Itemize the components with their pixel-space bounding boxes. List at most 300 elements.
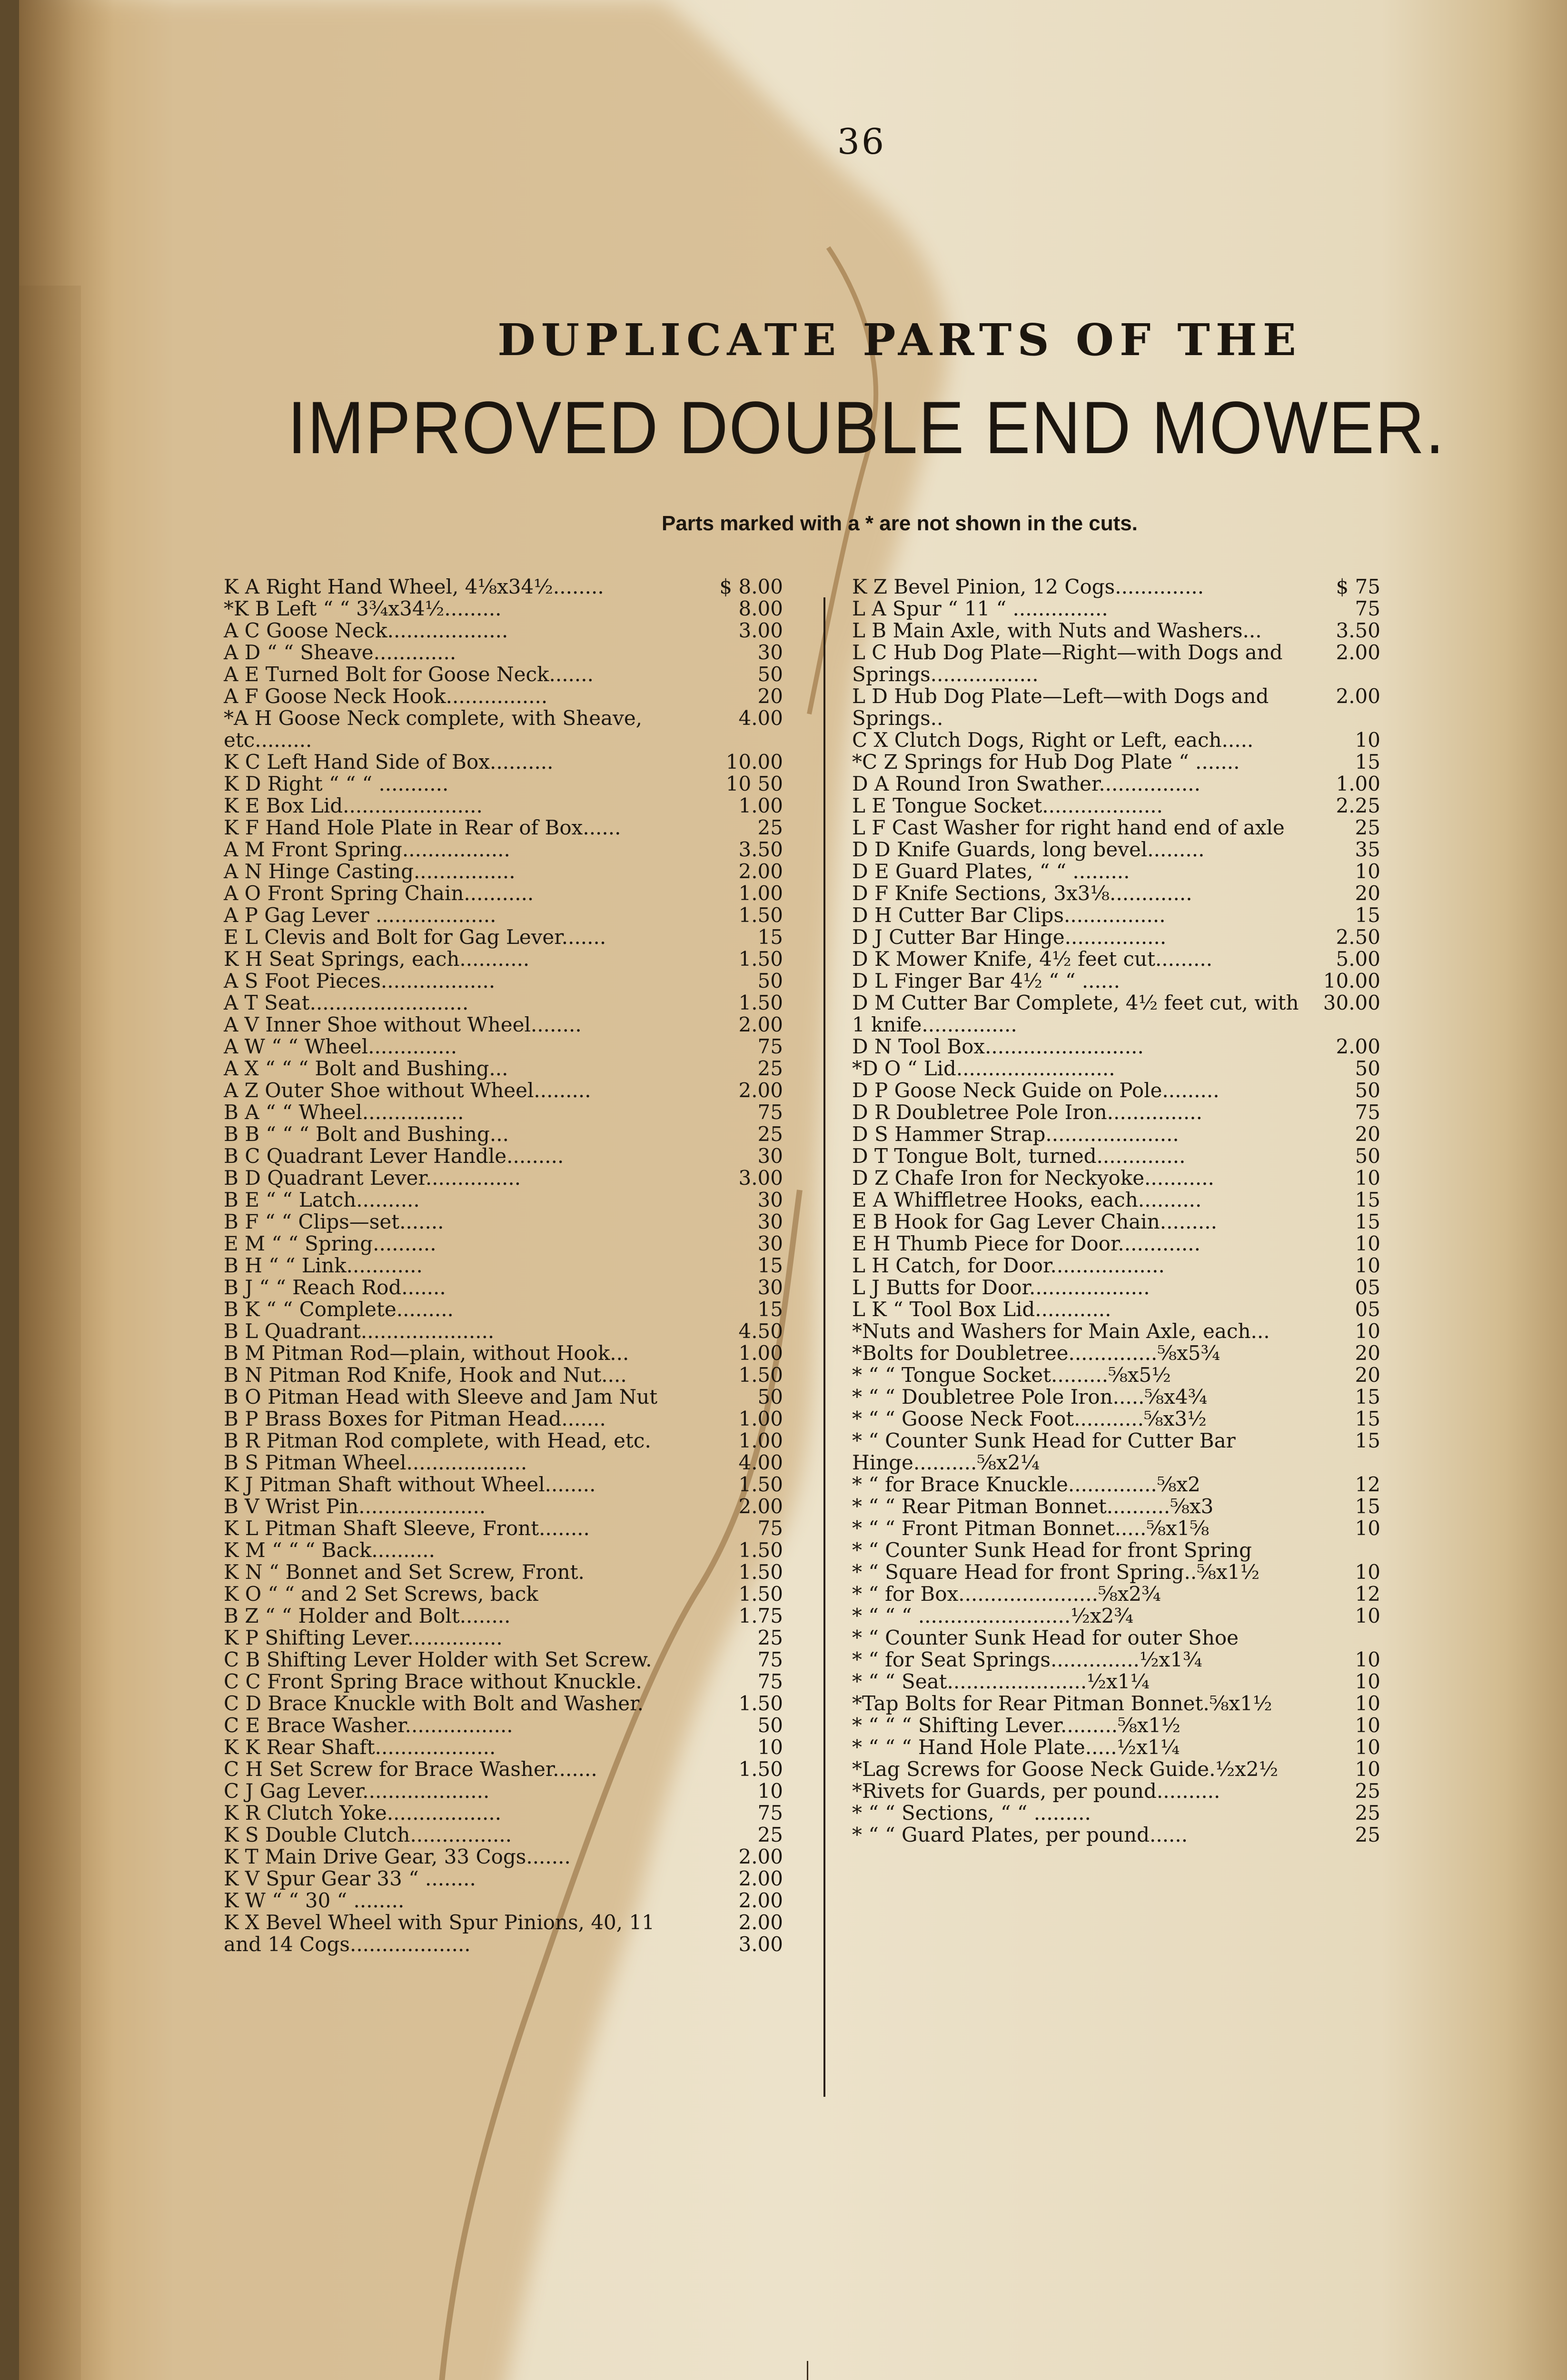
part-row	[224, 1868, 783, 1890]
part-description: B N Pitman Rod Knife, Hook and Nut....	[224, 1363, 627, 1387]
part-row	[224, 1408, 783, 1430]
part-row	[224, 1561, 783, 1583]
part-row	[852, 1649, 1380, 1671]
part-row	[852, 1299, 1380, 1320]
part-price: 10	[1355, 1670, 1380, 1693]
part-row	[852, 1736, 1380, 1758]
column-divider	[823, 597, 825, 2097]
part-description: K F Hand Hole Plate in Rear of Box......	[224, 816, 621, 839]
part-price: 1.50	[738, 1692, 783, 1715]
part-description: C X Clutch Dogs, Right or Left, each.....	[852, 728, 1254, 752]
part-description: D A Round Iron Swather................	[852, 772, 1200, 795]
part-price: 50	[757, 969, 783, 992]
part-description: * “ “ Seat......................½x1¼	[852, 1670, 1150, 1693]
part-price: 1.50	[738, 1538, 783, 1562]
part-description: L B Main Axle, with Nuts and Washers...	[852, 619, 1262, 642]
part-price: 3.00	[738, 619, 783, 642]
part-price: 10	[757, 1735, 783, 1759]
part-price: 2.00	[738, 1867, 783, 1890]
part-description: K O “ “ and 2 Set Screws, back	[224, 1582, 538, 1606]
part-price: 10	[1355, 1692, 1380, 1715]
part-price: 1.00	[738, 882, 783, 905]
part-price: 15	[1355, 1407, 1380, 1430]
part-price: 30	[757, 1232, 783, 1255]
part-description: B O Pitman Head with Sleeve and Jam Nut	[224, 1385, 658, 1408]
part-row	[852, 576, 1380, 598]
part-row	[224, 1080, 783, 1101]
part-row	[224, 707, 783, 751]
part-row	[852, 817, 1380, 839]
part-row	[852, 1233, 1380, 1255]
part-price: 10	[1355, 1648, 1380, 1671]
part-price: 05	[1355, 1276, 1380, 1299]
part-row	[224, 817, 783, 839]
part-row	[224, 1386, 783, 1408]
part-row	[224, 1517, 783, 1539]
part-row	[852, 1386, 1380, 1408]
part-description: B K “ “ Complete.........	[224, 1298, 454, 1321]
part-row	[852, 948, 1380, 970]
part-description: K T Main Drive Gear, 33 Cogs.......	[224, 1845, 571, 1868]
part-price: 2.50	[1336, 925, 1380, 949]
part-description: C E Brace Washer.................	[224, 1714, 513, 1737]
heading-line-2: IMPROVED DOUBLE END MOWER.	[287, 387, 1446, 469]
part-price: $ 75	[1336, 575, 1380, 598]
part-row	[224, 1101, 783, 1123]
part-row	[852, 970, 1380, 992]
part-row	[852, 1058, 1380, 1080]
part-row	[224, 795, 783, 817]
part-price: 35	[1355, 838, 1380, 861]
part-description: * “ Counter Sunk Head for Cutter Bar Hinge..........⅝x2¼	[852, 1429, 1236, 1474]
part-row	[852, 1802, 1380, 1824]
part-description: A T Seat.........................	[224, 991, 469, 1014]
part-price: 10	[1355, 1166, 1380, 1190]
part-row	[852, 1671, 1380, 1693]
part-row	[852, 1277, 1380, 1299]
part-price: 2.00	[1336, 684, 1380, 708]
part-price: 10	[1355, 1735, 1380, 1759]
part-description: * “ “ Tongue Socket.........⅝x5½	[852, 1363, 1171, 1387]
part-row	[224, 1583, 783, 1605]
part-description: B P Brass Boxes for Pitman Head.......	[224, 1407, 606, 1430]
part-description: * “ “ “ ........................½x2¾	[852, 1604, 1134, 1627]
part-description: L H Catch, for Door..................	[852, 1254, 1165, 1277]
part-price: 10	[1355, 728, 1380, 752]
part-price: 15	[757, 925, 783, 949]
part-price: 20	[1355, 882, 1380, 905]
part-price: $ 8.00	[719, 575, 783, 598]
part-row	[224, 1058, 783, 1080]
part-price: 10.00	[1323, 969, 1380, 992]
part-row	[224, 1934, 783, 1955]
part-description: K V Spur Gear 33 “ ........	[224, 1867, 476, 1890]
part-row	[852, 861, 1380, 883]
part-row	[224, 1452, 783, 1474]
part-row	[224, 1758, 783, 1780]
part-price: 75	[757, 1648, 783, 1671]
part-price: 1.50	[738, 1757, 783, 1781]
part-price: 50	[1355, 1057, 1380, 1080]
part-row	[224, 1912, 783, 1934]
asterisk-note: Parts marked with a * are not shown in the cuts.	[661, 512, 1138, 535]
part-description: * “ Counter Sunk Head for front Spring	[852, 1538, 1252, 1562]
part-description: K S Double Clutch................	[224, 1823, 512, 1846]
part-price: 10 50	[725, 772, 783, 795]
part-description: D L Finger Bar 4½ “ “ ......	[852, 969, 1120, 992]
part-price: 20	[1355, 1363, 1380, 1387]
part-row	[852, 926, 1380, 948]
part-row	[852, 1430, 1380, 1474]
part-price: 25	[1355, 1779, 1380, 1803]
part-row	[852, 1474, 1380, 1496]
part-description: B V Wrist Pin....................	[224, 1495, 486, 1518]
part-row	[224, 1299, 783, 1320]
part-description: * “ “ “ Shifting Lever.........⅝x1½	[852, 1714, 1180, 1737]
part-price: 25	[757, 1057, 783, 1080]
part-row	[852, 795, 1380, 817]
part-description: A W “ “ Wheel..............	[224, 1035, 457, 1058]
part-description: L F Cast Washer for right hand end of axle	[852, 816, 1285, 839]
part-row	[852, 1496, 1380, 1517]
part-description: A D “ “ Sheave.............	[224, 641, 456, 664]
part-price: 2.00	[738, 1495, 783, 1518]
part-price: 10	[1355, 1254, 1380, 1277]
part-row	[224, 1189, 783, 1211]
part-price: 50	[757, 1385, 783, 1408]
part-description: L D Hub Dog Plate—Left—with Dogs and Springs..	[852, 684, 1269, 730]
part-description: D K Mower Knife, 4½ feet cut.........	[852, 947, 1213, 971]
part-price: 10	[1355, 1232, 1380, 1255]
part-description: *Lag Screws for Goose Neck Guide.½x2½	[852, 1757, 1279, 1781]
part-row	[852, 1539, 1380, 1561]
part-price: 30	[757, 1276, 783, 1299]
part-price: 25	[757, 1626, 783, 1649]
part-row	[852, 1605, 1380, 1627]
part-row	[852, 1342, 1380, 1364]
part-description: C J Gag Lever....................	[224, 1779, 490, 1803]
part-description: *D O “ Lid.........................	[852, 1057, 1115, 1080]
part-description: L A Spur “ 11 “ ...............	[852, 597, 1108, 620]
part-description: *K B Left “ “ 3¾x34½.........	[224, 597, 502, 620]
part-price: 15	[1355, 1385, 1380, 1408]
part-description: K C Left Hand Side of Box..........	[224, 750, 554, 774]
part-row	[224, 1802, 783, 1824]
part-description: C B Shifting Lever Holder with Set Screw.	[224, 1648, 652, 1671]
part-description: E A Whiffletree Hooks, each..........	[852, 1188, 1202, 1211]
part-description: B L Quadrant.....................	[224, 1319, 495, 1343]
part-row	[224, 1255, 783, 1277]
part-description: * “ “ Goose Neck Foot...........⅝x3½	[852, 1407, 1207, 1430]
part-description: K L Pitman Shaft Sleeve, Front........	[224, 1517, 590, 1540]
part-row	[852, 598, 1380, 620]
part-description: B C Quadrant Lever Handle.........	[224, 1144, 564, 1168]
part-row	[852, 1517, 1380, 1539]
part-price: 10	[1355, 1319, 1380, 1343]
part-description: K W “ “ 30 “ ........	[224, 1889, 405, 1912]
part-price: 75	[757, 1670, 783, 1693]
part-description: E L Clevis and Bolt for Gag Lever.......	[224, 925, 606, 949]
part-description: A N Hinge Casting................	[224, 860, 516, 883]
part-row	[852, 1145, 1380, 1167]
part-price: 10	[1355, 1714, 1380, 1737]
part-price: 10	[1355, 860, 1380, 883]
part-description: A C Goose Neck...................	[224, 619, 508, 642]
parts-list-right	[852, 576, 1380, 1846]
part-price: 10	[1355, 1517, 1380, 1540]
part-price: 75	[757, 1035, 783, 1058]
part-description: * “ Counter Sunk Head for outer Shoe	[852, 1626, 1239, 1649]
part-description: K Z Bevel Pinion, 12 Cogs..............	[852, 575, 1204, 598]
part-description: B Z “ “ Holder and Bolt........	[224, 1604, 511, 1627]
part-price: 25	[1355, 1823, 1380, 1846]
part-row	[852, 1036, 1380, 1058]
part-row	[224, 1627, 783, 1649]
part-price: 25	[1355, 816, 1380, 839]
part-row	[224, 1123, 783, 1145]
part-row	[224, 642, 783, 664]
part-price: 2.00	[738, 860, 783, 883]
part-description: A E Turned Bolt for Goose Neck.......	[224, 663, 594, 686]
part-price: 25	[757, 1823, 783, 1846]
part-description: D D Knife Guards, long bevel.........	[852, 838, 1205, 861]
page-number: 36	[837, 121, 886, 162]
part-price: 25	[1355, 1801, 1380, 1825]
part-description: L C Hub Dog Plate—Right—with Dogs and Springs.................	[852, 641, 1283, 686]
part-price: 15	[757, 1254, 783, 1277]
part-price: 1.50	[738, 1473, 783, 1496]
parts-list-left	[224, 576, 783, 1955]
part-description: B S Pitman Wheel...................	[224, 1451, 527, 1474]
part-description: D F Knife Sections, 3x3⅛.............	[852, 882, 1192, 905]
part-price: 15	[1355, 903, 1380, 927]
part-description: L K “ Tool Box Lid............	[852, 1298, 1111, 1321]
part-price: 30.00	[1323, 991, 1380, 1014]
part-description: A M Front Spring.................	[224, 838, 510, 861]
part-description: D Z Chafe Iron for Neckyoke...........	[852, 1166, 1214, 1190]
part-row	[224, 598, 783, 620]
part-row	[224, 1211, 783, 1233]
part-price: 2.00	[738, 1845, 783, 1868]
part-description: D J Cutter Bar Hinge................	[852, 925, 1167, 949]
part-description: * “ for Box......................⅝x2¾	[852, 1582, 1161, 1606]
part-price: 50	[757, 1714, 783, 1737]
part-price: 20	[757, 684, 783, 708]
part-row	[852, 685, 1380, 729]
part-row	[224, 1430, 783, 1452]
part-price: 3.50	[1336, 619, 1380, 642]
part-row	[852, 1189, 1380, 1211]
gutter-mark	[807, 2361, 808, 2380]
part-price: 10.00	[725, 750, 783, 774]
part-description: A P Gag Lever ...................	[224, 903, 496, 927]
part-row	[224, 970, 783, 992]
part-description: *Rivets for Guards, per pound..........	[852, 1779, 1220, 1803]
part-description: C H Set Screw for Brace Washer.......	[224, 1757, 597, 1781]
part-row	[852, 1101, 1380, 1123]
part-row	[224, 926, 783, 948]
part-price: 15	[757, 1298, 783, 1321]
part-row	[224, 664, 783, 685]
part-price: 30	[757, 1144, 783, 1168]
part-row	[224, 1715, 783, 1736]
part-row	[852, 751, 1380, 773]
part-description: K P Shifting Lever...............	[224, 1626, 503, 1649]
part-row	[224, 751, 783, 773]
part-description: L J Butts for Door...................	[852, 1276, 1150, 1299]
part-price: 15	[1355, 1429, 1380, 1452]
part-price: 15	[1355, 1210, 1380, 1233]
part-price: 10	[1355, 1604, 1380, 1627]
part-description: A X “ “ “ Bolt and Bushing...	[224, 1057, 508, 1080]
part-row	[852, 992, 1380, 1036]
part-description: and 14 Cogs...................	[224, 1933, 471, 1956]
part-price: 4.00	[738, 706, 783, 730]
part-description: K M “ “ “ Back..........	[224, 1538, 435, 1562]
part-description: *A H Goose Neck complete, with Sheave, etc.........	[224, 706, 643, 752]
part-row	[852, 839, 1380, 861]
part-description: D M Cutter Bar Complete, 4½ feet cut, with 1 knife...............	[852, 991, 1299, 1036]
part-description: B R Pitman Rod complete, with Head, etc.	[224, 1429, 651, 1452]
part-description: A Z Outer Shoe without Wheel.........	[224, 1079, 591, 1102]
part-price: 1.50	[738, 947, 783, 971]
part-row	[224, 1890, 783, 1912]
part-row	[852, 1364, 1380, 1386]
part-description: D E Guard Plates, “ “ .........	[852, 860, 1130, 883]
part-row	[224, 1780, 783, 1802]
part-price: 50	[1355, 1144, 1380, 1168]
part-row	[224, 1846, 783, 1868]
part-price: 1.50	[738, 991, 783, 1014]
part-row	[852, 1211, 1380, 1233]
part-row	[224, 1364, 783, 1386]
part-description: * “ “ Guard Plates, per pound......	[852, 1823, 1188, 1846]
part-price: 1.00	[738, 794, 783, 817]
part-description: B B “ “ “ Bolt and Bushing...	[224, 1122, 509, 1146]
page-binding-shadow	[19, 0, 114, 2380]
part-row	[224, 883, 783, 904]
part-description: *Tap Bolts for Rear Pitman Bonnet.⅝x1½	[852, 1692, 1272, 1715]
part-description: K D Right “ “ “ ...........	[224, 772, 449, 795]
part-description: D N Tool Box.........................	[852, 1035, 1144, 1058]
part-description: * “ for Brace Knuckle..............⅝x2	[852, 1473, 1200, 1496]
part-price: 1.00	[738, 1429, 783, 1452]
part-row	[224, 1233, 783, 1255]
part-row	[224, 1014, 783, 1036]
part-row	[852, 1320, 1380, 1342]
part-row	[852, 620, 1380, 642]
part-price: 75	[757, 1517, 783, 1540]
part-row	[224, 773, 783, 795]
part-row	[852, 1080, 1380, 1101]
part-price: 2.00	[738, 1911, 783, 1934]
part-price: 10	[1355, 1560, 1380, 1584]
part-price: 2.00	[1336, 1035, 1380, 1058]
part-description: * “ “ Front Pitman Bonnet.....⅝x1⅝	[852, 1517, 1210, 1540]
part-row	[224, 1649, 783, 1671]
part-row	[224, 861, 783, 883]
part-description: A O Front Spring Chain...........	[224, 882, 534, 905]
part-description: B F “ “ Clips—set.......	[224, 1210, 444, 1233]
part-description: E M “ “ Spring..........	[224, 1232, 436, 1255]
part-description: *C Z Springs for Hub Dog Plate “ .......	[852, 750, 1240, 774]
part-price: 3.50	[738, 838, 783, 861]
part-price: 05	[1355, 1298, 1380, 1321]
part-description: B H “ “ Link............	[224, 1254, 423, 1277]
heading-line-1: DUPLICATE PARTS OF THE	[497, 314, 1302, 366]
part-description: D H Cutter Bar Clips................	[852, 903, 1166, 927]
part-row	[224, 904, 783, 926]
part-row	[852, 1758, 1380, 1780]
part-price: 1.00	[738, 1407, 783, 1430]
part-description: A S Foot Pieces..................	[224, 969, 496, 992]
part-description: K N “ Bonnet and Set Screw, Front.	[224, 1560, 585, 1584]
part-price: 1.75	[738, 1604, 783, 1627]
part-price: 8.00	[738, 597, 783, 620]
part-description: K H Seat Springs, each...........	[224, 947, 530, 971]
part-description: * “ for Seat Springs..............½x1¾	[852, 1648, 1202, 1671]
part-row	[852, 1408, 1380, 1430]
part-row	[852, 773, 1380, 795]
part-row	[224, 1496, 783, 1517]
part-price: 15	[1355, 1495, 1380, 1518]
part-price: 15	[1355, 1188, 1380, 1211]
part-description: *Bolts for Doubletree..............⅝x5¾	[852, 1341, 1220, 1365]
part-description: K J Pitman Shaft without Wheel........	[224, 1473, 596, 1496]
part-description: K K Rear Shaft...................	[224, 1735, 496, 1759]
part-row	[224, 1277, 783, 1299]
part-description: A F Goose Neck Hook................	[224, 684, 548, 708]
part-row	[224, 1342, 783, 1364]
part-price: 10	[757, 1779, 783, 1803]
part-price: 2.00	[738, 1889, 783, 1912]
part-price: 1.00	[1336, 772, 1380, 795]
part-description: L E Tongue Socket...................	[852, 794, 1163, 817]
part-description: E B Hook for Gag Lever Chain.........	[852, 1210, 1217, 1233]
part-description: B E “ “ Latch..........	[224, 1188, 420, 1211]
part-row	[852, 1824, 1380, 1846]
part-price: 2.00	[738, 1079, 783, 1102]
part-price: 30	[757, 1210, 783, 1233]
part-price: 1.50	[738, 1560, 783, 1584]
part-description: * “ “ “ Hand Hole Plate.....½x1¼	[852, 1735, 1180, 1759]
part-row	[852, 1561, 1380, 1583]
part-price: 30	[757, 1188, 783, 1211]
part-price: 1.00	[738, 1341, 783, 1365]
part-description: D T Tongue Bolt, turned..............	[852, 1144, 1186, 1168]
part-row	[224, 1167, 783, 1189]
part-description: D P Goose Neck Guide on Pole.........	[852, 1079, 1220, 1102]
part-price: 75	[757, 1101, 783, 1124]
part-description: D R Doubletree Pole Iron...............	[852, 1101, 1202, 1124]
part-price: 3.00	[738, 1933, 783, 1956]
part-row	[852, 1627, 1380, 1649]
part-price: 25	[757, 1122, 783, 1146]
part-description: K E Box Lid......................	[224, 794, 483, 817]
part-row	[852, 1780, 1380, 1802]
part-description: B J “ “ Reach Rod.......	[224, 1276, 446, 1299]
part-row	[224, 1145, 783, 1167]
part-description: C C Front Spring Brace without Knuckle.	[224, 1670, 642, 1693]
part-price: 20	[1355, 1122, 1380, 1146]
part-price: 2.25	[1336, 794, 1380, 817]
part-price: 10	[1355, 1757, 1380, 1781]
part-row	[852, 1693, 1380, 1715]
part-price: 2.00	[1336, 641, 1380, 664]
part-description: C D Brace Knuckle with Bolt and Washer.	[224, 1692, 644, 1715]
part-description: *Nuts and Washers for Main Axle, each...	[852, 1319, 1270, 1343]
part-row	[224, 685, 783, 707]
